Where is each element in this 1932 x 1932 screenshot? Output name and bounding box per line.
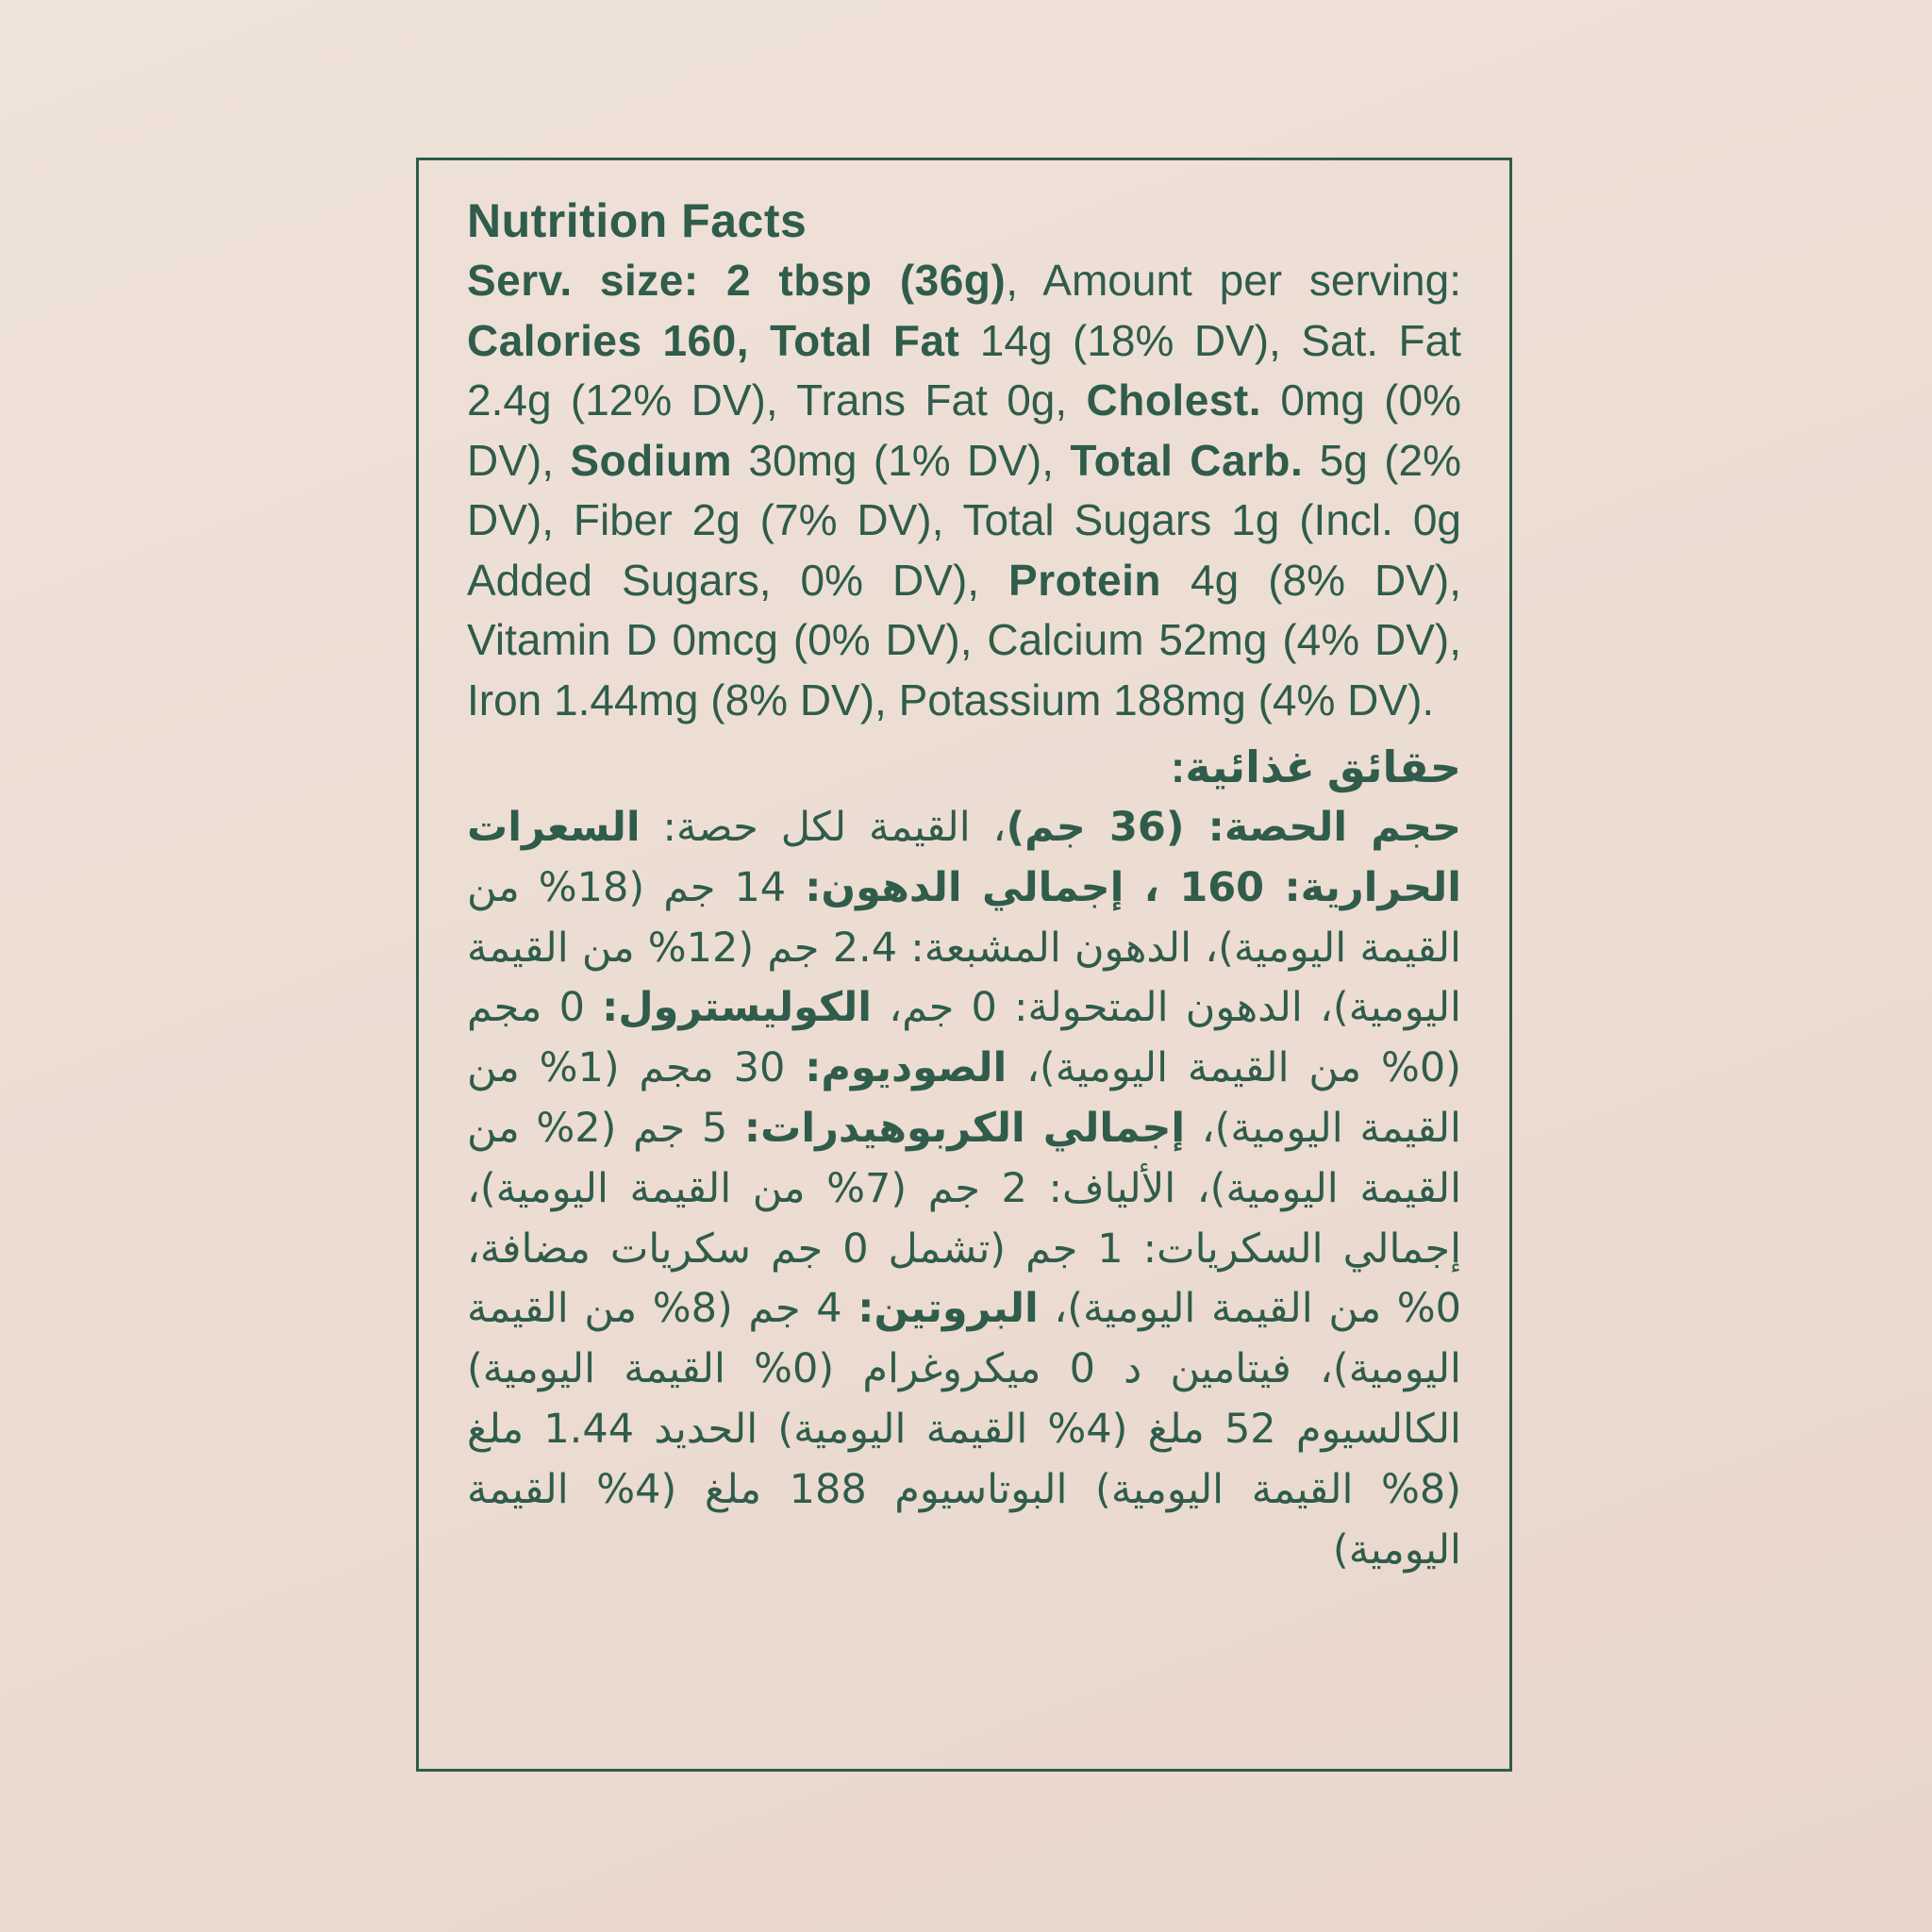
arabic-total-carb-label: إجمالي الكربوهيدرات: (743, 1104, 1186, 1152)
arabic-text-segment: 5 جم (2% من القيمة اليومية)، الألياف: 2 جم (7% من القيمة اليومية)، إجمالي السكريات: 1 جم (تشمل 0 جم سكريات مضافة، 0% من القيمة اليومية)، (467, 1104, 1462, 1333)
arabic-nutrition-text (467, 798, 1461, 1580)
arabic-text-segment: 4 جم (8% من القيمة اليومية)، فيتامين د 0 ميكروغرام (0% القيمة اليومية) الكالسيوم 52 ملغ (4% القيمة اليومية) الحديد 1.44 ملغ (8% القيمة اليومية) البوتاسيوم 188 ملغ (4% القيمة اليومية) (467, 1285, 1461, 1574)
arabic-cholesterol-label: الكوليسترول: (602, 984, 873, 1032)
arabic-text-segment: ، القيمة لكل حصة: (640, 804, 1007, 851)
cholesterol-label: Cholest. (1086, 375, 1261, 425)
total-carb-label: Total Carb. (1070, 435, 1304, 485)
arabic-serving-size: حجم الحصة: (36 جم) (1006, 804, 1461, 851)
english-text-segment: 0mg (0% DV), (467, 375, 1461, 485)
arabic-text-segment: 30 مجم (1% من القيمة اليومية)، (467, 1044, 1462, 1152)
arabic-calories-total-fat: السعرات الحرارية: 160 ، إجمالي الدهون: (467, 804, 1461, 911)
nutrition-label-content (467, 191, 1461, 1580)
english-nutrition-text (467, 251, 1461, 730)
english-text-segment: 5g (2% DV), Fiber 2g (7% DV), Total Sugars 1g (Incl. 0g Added Sugars, 0% DV), (467, 435, 1462, 605)
arabic-sodium-label: الصوديوم: (805, 1044, 1008, 1092)
nutrition-label-box (416, 158, 1512, 1772)
english-text-segment: 14g (18% DV), Sat. Fat 2.4g (12% DV), Trans Fat 0g, (467, 315, 1461, 425)
arabic-text-segment: 14 جم (18% من القيمة اليومية)، الدهون المشبعة: 2.4 جم (12% من القيمة اليومية)، الدهون المتحولة: 0 جم، (467, 863, 1462, 1032)
arabic-nutrition-title: حقائق غذائية: (1170, 742, 1461, 791)
nutrition-facts-title: Nutrition Facts (467, 194, 808, 247)
sodium-label: Sodium (570, 435, 733, 485)
english-text-segment: , Amount per serving: (1006, 256, 1461, 305)
english-text-segment: 4g (8% DV), Vitamin D 0mcg (0% DV), Calcium 52mg (4% DV), Iron 1.44mg (8% DV), Potassium 188mg (4% DV). (467, 555, 1461, 724)
arabic-text-segment: 0 مجم (0% من القيمة اليومية)، (467, 984, 1461, 1092)
calories-total-fat: Calories 160, Total Fat (467, 315, 960, 365)
protein-label: Protein (1008, 555, 1162, 605)
serving-size: Serv. size: 2 tbsp (36g) (467, 256, 1007, 305)
english-text-segment: 30mg (1% DV), (732, 435, 1071, 485)
arabic-protein-label: البروتين: (858, 1285, 1039, 1333)
